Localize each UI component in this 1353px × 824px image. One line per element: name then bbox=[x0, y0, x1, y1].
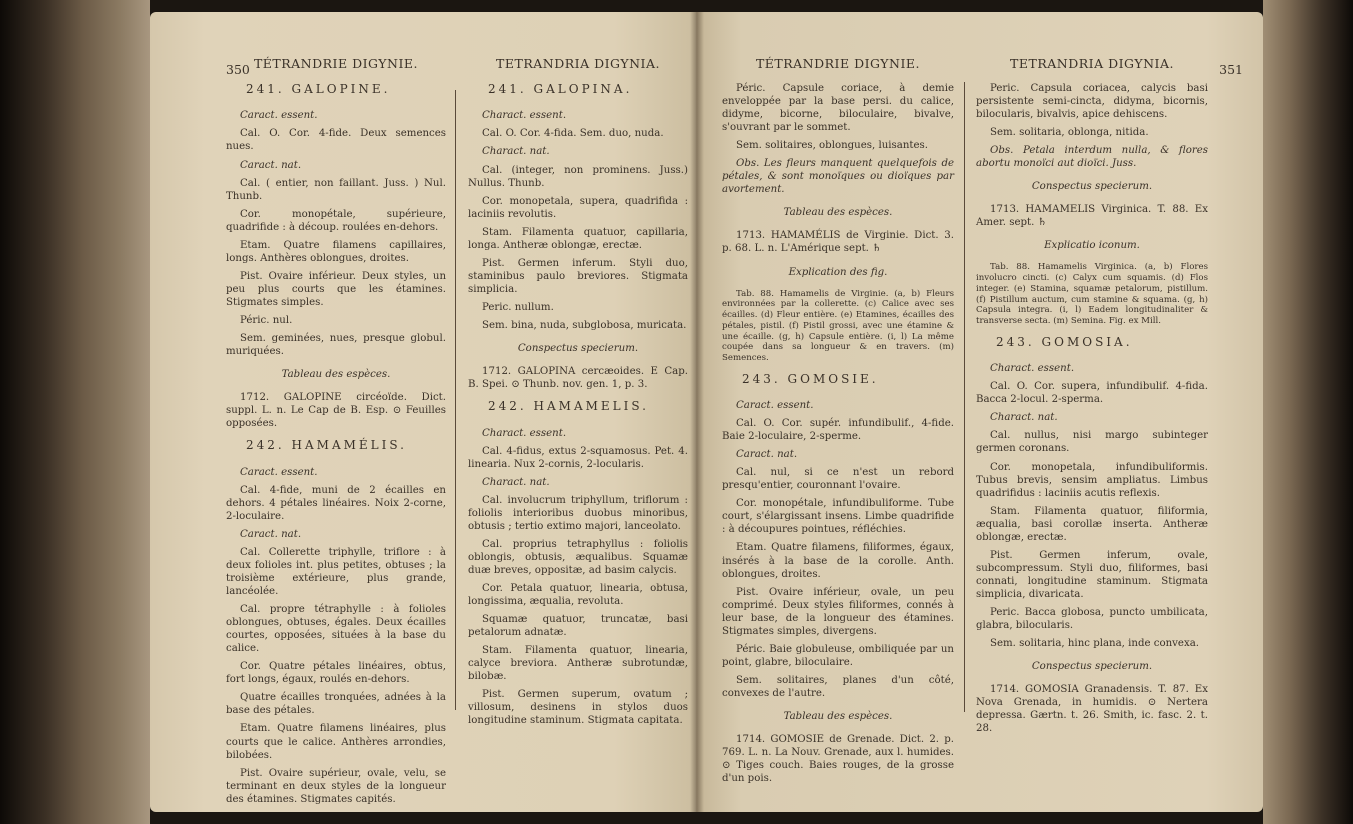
figure-explanation-title: Explicatio iconum. bbox=[1044, 240, 1140, 252]
seeds-description: Sem. geminées, nues, presque globul. muriquées. bbox=[226, 333, 446, 358]
caract-nat-label: Caract. nat. bbox=[736, 449, 798, 461]
seeds-description: Sem. solitaria, oblonga, nitida. bbox=[990, 127, 1149, 139]
stamens-description-2: Etam. Quatre filamens linéaires, plus courts que le calice. Anthères arrondies, bilobées. bbox=[226, 723, 446, 761]
charact-essent-label: Charact. essent. bbox=[990, 363, 1075, 375]
right-latin-column bbox=[976, 56, 1208, 740]
right-french-column bbox=[722, 56, 954, 790]
corolla-description: Cor. monopetala, supera, quadrifida : laciniis revolutis. bbox=[468, 195, 688, 220]
genus-heading-2: 242. HAMAMELIS. bbox=[488, 399, 649, 414]
pistil-description: Pist. Ovaire inférieur. Deux styles, un peu plus courts que les étamines. Stigmates simples. bbox=[226, 270, 446, 308]
page-number-left: 350 bbox=[226, 62, 250, 77]
species-table-title-2: Conspectus specierum. bbox=[1031, 661, 1153, 673]
genus-heading: 243. GOMOSIE. bbox=[742, 371, 879, 386]
column-header: TETRANDRIA DIGYNIA. bbox=[496, 56, 660, 71]
column-divider bbox=[455, 90, 456, 710]
pistil-description: Pist. Ovaire inférieur, ovale, un peu comprimé. Deux styles filiformes, connés à leur base, de la longueur des étamines. Stigmates simples, divergens. bbox=[722, 586, 954, 637]
pericarp-description-2: Péric. Baie globuleuse, ombiliquée par un point, glabre, biloculaire. bbox=[722, 643, 954, 668]
calyx-description: Cal. nul, si ce n'est un rebord presqu'entier, couronnant l'ovaire. bbox=[722, 467, 954, 492]
plate-caption: Tab. 88. Hamamelis de Virginie. (a, b) Fleurs environnées par la collerette. (c) Calice avec ses écailles. (d) Fleur entière. (e) Etamines, écailles des pétales, pistil. (f) Pistil grossi, avec une étamine & une écaille. (g, h) Capsule entière. (i, l) La même coupée dans sa longueur & en travers. (m) Semences. bbox=[722, 288, 954, 363]
observation-note: Obs. Les fleurs manquent quelquefois de pétales, & sont monoïques ou dioïques par avortement. bbox=[722, 158, 954, 196]
corolla-description-2: Cor. Quatre pétales linéaires, obtus, fort longs, égaux, roulés en-dehors. bbox=[226, 661, 446, 686]
charact-nat-label-2: Charact. nat. bbox=[482, 476, 550, 488]
caract-nat-label-2: Caract. nat. bbox=[240, 528, 302, 540]
calyx-description-2: Cal. involucrum triphyllum, triflorum : foliolis interioribus duobus minoribus, obtusis ; tertio extimo majori, lanceolato. bbox=[468, 494, 688, 532]
species-table-title-2: Tableau des espèces. bbox=[783, 711, 893, 722]
calyx-essential: Cal. O. Cor. 4-fida. Sem. duo, nuda. bbox=[482, 128, 664, 140]
pericarp-description: Péric. Capsule coriace, à demie enveloppée par la base persi. du calice, didyme, bicorne, biloculaire, bivalve, s'ouvrant par le sommet. bbox=[722, 83, 954, 134]
figure-explanation-title: Explication des fig. bbox=[788, 266, 888, 278]
calyx-essential: Cal. O. Cor. supera, infundibulif. 4-fida. Bacca 2-locul. 2-sperma. bbox=[976, 381, 1208, 406]
charact-nat-label: Charact. nat. bbox=[990, 412, 1058, 424]
caract-essent-label: Caract. essent. bbox=[736, 400, 814, 412]
calyx-essential-2: Cal. 4-fidus, extus 2-squamosus. Pet. 4. linearia. Nux 2-cornis, 2-locularis. bbox=[468, 445, 688, 470]
seeds-description-2: Sem. solitaria, hinc plana, inde convexa. bbox=[990, 638, 1200, 650]
calyx-proper-description: Cal. proprius tetraphyllus : foliolis oblongis, obtusis, æqualibus. Squamæ duæ breves, oppositæ, ad basim calycis. bbox=[468, 538, 688, 576]
genus-heading: 241. GALOPINE. bbox=[246, 82, 391, 96]
charact-nat-label: Charact. nat. bbox=[482, 146, 550, 158]
charact-essent-label: Charact. essent. bbox=[482, 110, 567, 122]
species-table-title: Conspectus specierum. bbox=[517, 343, 639, 355]
stamens-description-2: Stam. Filamenta quatuor, linearia, calyce breviora. Antheræ subrotundæ, bilobæ. bbox=[468, 645, 688, 683]
charact-essent-label-2: Charact. essent. bbox=[482, 427, 567, 439]
corolla-description-2: Cor. Petala quatuor, linearia, obtusa, longissima, æqualia, revoluta. bbox=[468, 582, 688, 608]
pericarp-description: Peric. nullum. bbox=[482, 301, 554, 313]
corolla-description: Cor. monopétale, supérieure, quadrifide : à découp. roulées en-dehors. bbox=[226, 208, 446, 233]
species-entry-1714: 1714. GOMOSIE de Grenade. Dict. 2. p. 769. L. n. La Nouv. Grenade, aux l. humides. ⊙ Tiges couch. Baies rouges, de la grosse d'un pois. bbox=[722, 734, 954, 785]
plate-caption: Tab. 88. Hamamelis Virginica. (a, b) Flores involucro cincti. (c) Calyx cum squamis. (d) Flos integer. (e) Stamina, squamæ petalorum, pistillum. (f) Pistillum auctum, cum stamine & squama. (g, h) Capsula integra. (i, l) Eadem longitudinaliter & transverse secta. (m) Semina. Fig. ex Mill. bbox=[976, 262, 1208, 327]
right-page bbox=[696, 12, 1263, 812]
column-header: TÉTRANDRIE DIGYNIE. bbox=[253, 56, 419, 71]
calyx-essential-2: Cal. 4-fide, muni de 2 écailles en dehors. 4 pétales linéaires. Noix 2-corne, 2-loculaire. bbox=[226, 484, 446, 522]
observation-note: Obs. Petala interdum nulla, & flores abortu monoïci aut dioïci. Juss. bbox=[976, 145, 1208, 170]
pistil-description: Pist. Germen inferum. Styli duo, staminibus paulo breviores. Stigmata simplicia. bbox=[468, 257, 688, 295]
pericarp-description-2: Peric. Bacca globosa, puncto umbilicata, glabra, bilocularis. bbox=[976, 606, 1208, 632]
species-table-title: Tableau des espèces. bbox=[281, 369, 391, 381]
stamens-description: Stam. Filamenta quatuor, filiformia, æqualia, basi corollæ inserta. Antheræ oblongæ, erectæ. bbox=[976, 505, 1208, 543]
corolla-description: Cor. monopétale, infundibuliforme. Tube court, s'élargissant insens. Limbe quadrifide : à découpures pointues, réfléchies. bbox=[722, 498, 954, 536]
calyx-essential: Cal. O. Cor. 4-fide. Deux semences nues. bbox=[226, 128, 446, 153]
stamens-description: Stam. Filamenta quatuor, capillaria, longa. Antheræ oblongæ, erectæ. bbox=[468, 226, 688, 251]
column-divider bbox=[964, 82, 965, 712]
caract-essent-label-2: Caract. essent. bbox=[240, 466, 318, 478]
corolla-scales-description: Quatre écailles tronquées, adnées à la base des pétales. bbox=[226, 692, 446, 717]
calyx-proper-description: Cal. propre tétraphylle : à folioles oblongues, obtuses, égales. Deux écailles courtes, opposées, situées à la base du calice. bbox=[226, 604, 446, 655]
left-french-column bbox=[226, 56, 446, 811]
pistil-description-2: Pist. Germen superum, ovatum ; villosum, desinens in stylos duos longitudine staminum. Stigmata capitata. bbox=[468, 689, 688, 727]
species-entry-1712: 1712. GALOPINE circéoïde. Dict. suppl. L. n. Le Cap de B. Esp. ⊙ Feuilles opposées. bbox=[226, 392, 446, 430]
species-entry-1713: 1713. HAMAMELIS Virginica. T. 88. Ex Amer. sept. ♄ bbox=[976, 204, 1208, 229]
caract-nat-label: Caract. nat. bbox=[240, 159, 302, 171]
calyx-description-2: Cal. Collerette triphylle, triflore : à deux folioles int. plus petites, obtuses ; la troisième extérieure, plus grande, lancéolée. bbox=[226, 546, 446, 598]
genus-heading: 241. GALOPINA. bbox=[488, 82, 633, 96]
calyx-description: Cal. nullus, nisi margo subinteger germen coronans. bbox=[976, 430, 1208, 455]
stamens-description: Etam. Quatre filamens, filiformes, égaux, insérés à la base de la corolle. Anth. oblongues, droites. bbox=[722, 542, 954, 580]
pericarp-description: Peric. Capsula coriacea, calycis basi persistente semi-cincta, didyma, bicornis, bilocularis, bivalvis, apice dehiscens. bbox=[976, 83, 1208, 121]
calyx-description: Cal. ( entier, non faillant. Juss. ) Nul. Thunb. bbox=[226, 177, 446, 202]
genus-heading: 243. GOMOSIA. bbox=[996, 334, 1133, 349]
calyx-description: Cal. (integer, non prominens. Juss.) Nullus. Thunb. bbox=[468, 164, 688, 189]
stamens-description: Etam. Quatre filamens capillaires, longs. Anthères oblongues, droites. bbox=[226, 239, 446, 264]
seeds-description: Sem. bina, nuda, subglobosa, muricata. bbox=[482, 319, 687, 331]
book-edge-left bbox=[0, 0, 150, 824]
pistil-description-2: Pist. Ovaire supérieur, ovale, velu, se terminant en deux styles de la longueur des étamines. Stigmates capités. bbox=[226, 767, 446, 805]
pistil-description: Pist. Germen inferum, ovale, subcompressum. Styli duo, filiformes, basi connati, longitudine staminum. Stigmata simplicia, divaricata. bbox=[976, 549, 1208, 600]
corolla-scales-description: Squamæ quatuor, truncatæ, basi petalorum adnatæ. bbox=[468, 614, 688, 639]
genus-heading-2: 242. HAMAMÉLIS. bbox=[246, 438, 407, 453]
seeds-description-2: Sem. solitaires, planes d'un côté, convexes de l'autre. bbox=[722, 674, 954, 699]
book-edge-right bbox=[1263, 0, 1353, 824]
calyx-essential: Cal. O. Cor. supér. infundibulif., 4-fide. Baie 2-loculaire, 2-sperme. bbox=[722, 418, 954, 443]
corolla-description: Cor. monopetala, infundibuliformis. Tubus brevis, sensim ampliatus. Limbus quadrifidus : laciniis acutis reflexis. bbox=[976, 461, 1208, 499]
species-table-title: Conspectus specierum. bbox=[1031, 181, 1153, 193]
column-header: TETRANDRIA DIGYNIA. bbox=[1010, 56, 1174, 71]
column-header: TÉTRANDRIE DIGYNIE. bbox=[755, 56, 921, 71]
species-entry-1712: 1712. GALOPINA cercæoides. E Cap. B. Spei. ⊙ Thunb. nov. gen. 1, p. 3. bbox=[468, 366, 688, 391]
book-gutter bbox=[690, 12, 704, 812]
left-page bbox=[150, 12, 696, 812]
species-table-title: Tableau des espèces. bbox=[783, 207, 893, 219]
species-entry-1714: 1714. GOMOSIA Granadensis. T. 87. Ex Nova Grenada, in humidis. ⊙ Nertera depressa. Gærtn. t. 26. Smith, ic. fasc. 2. t. 28. bbox=[976, 684, 1208, 735]
caract-essent-label: Caract. essent. bbox=[240, 110, 318, 122]
page-number-right: 351 bbox=[1219, 62, 1243, 77]
pericarp-description: Péric. nul. bbox=[240, 314, 293, 326]
species-entry-1713: 1713. HAMAMÉLIS de Virginie. Dict. 3. p. 68. L. n. L'Amérique sept. ♄ bbox=[722, 230, 954, 255]
left-latin-column bbox=[468, 56, 688, 732]
seeds-description: Sem. solitaires, oblongues, luisantes. bbox=[736, 140, 929, 152]
